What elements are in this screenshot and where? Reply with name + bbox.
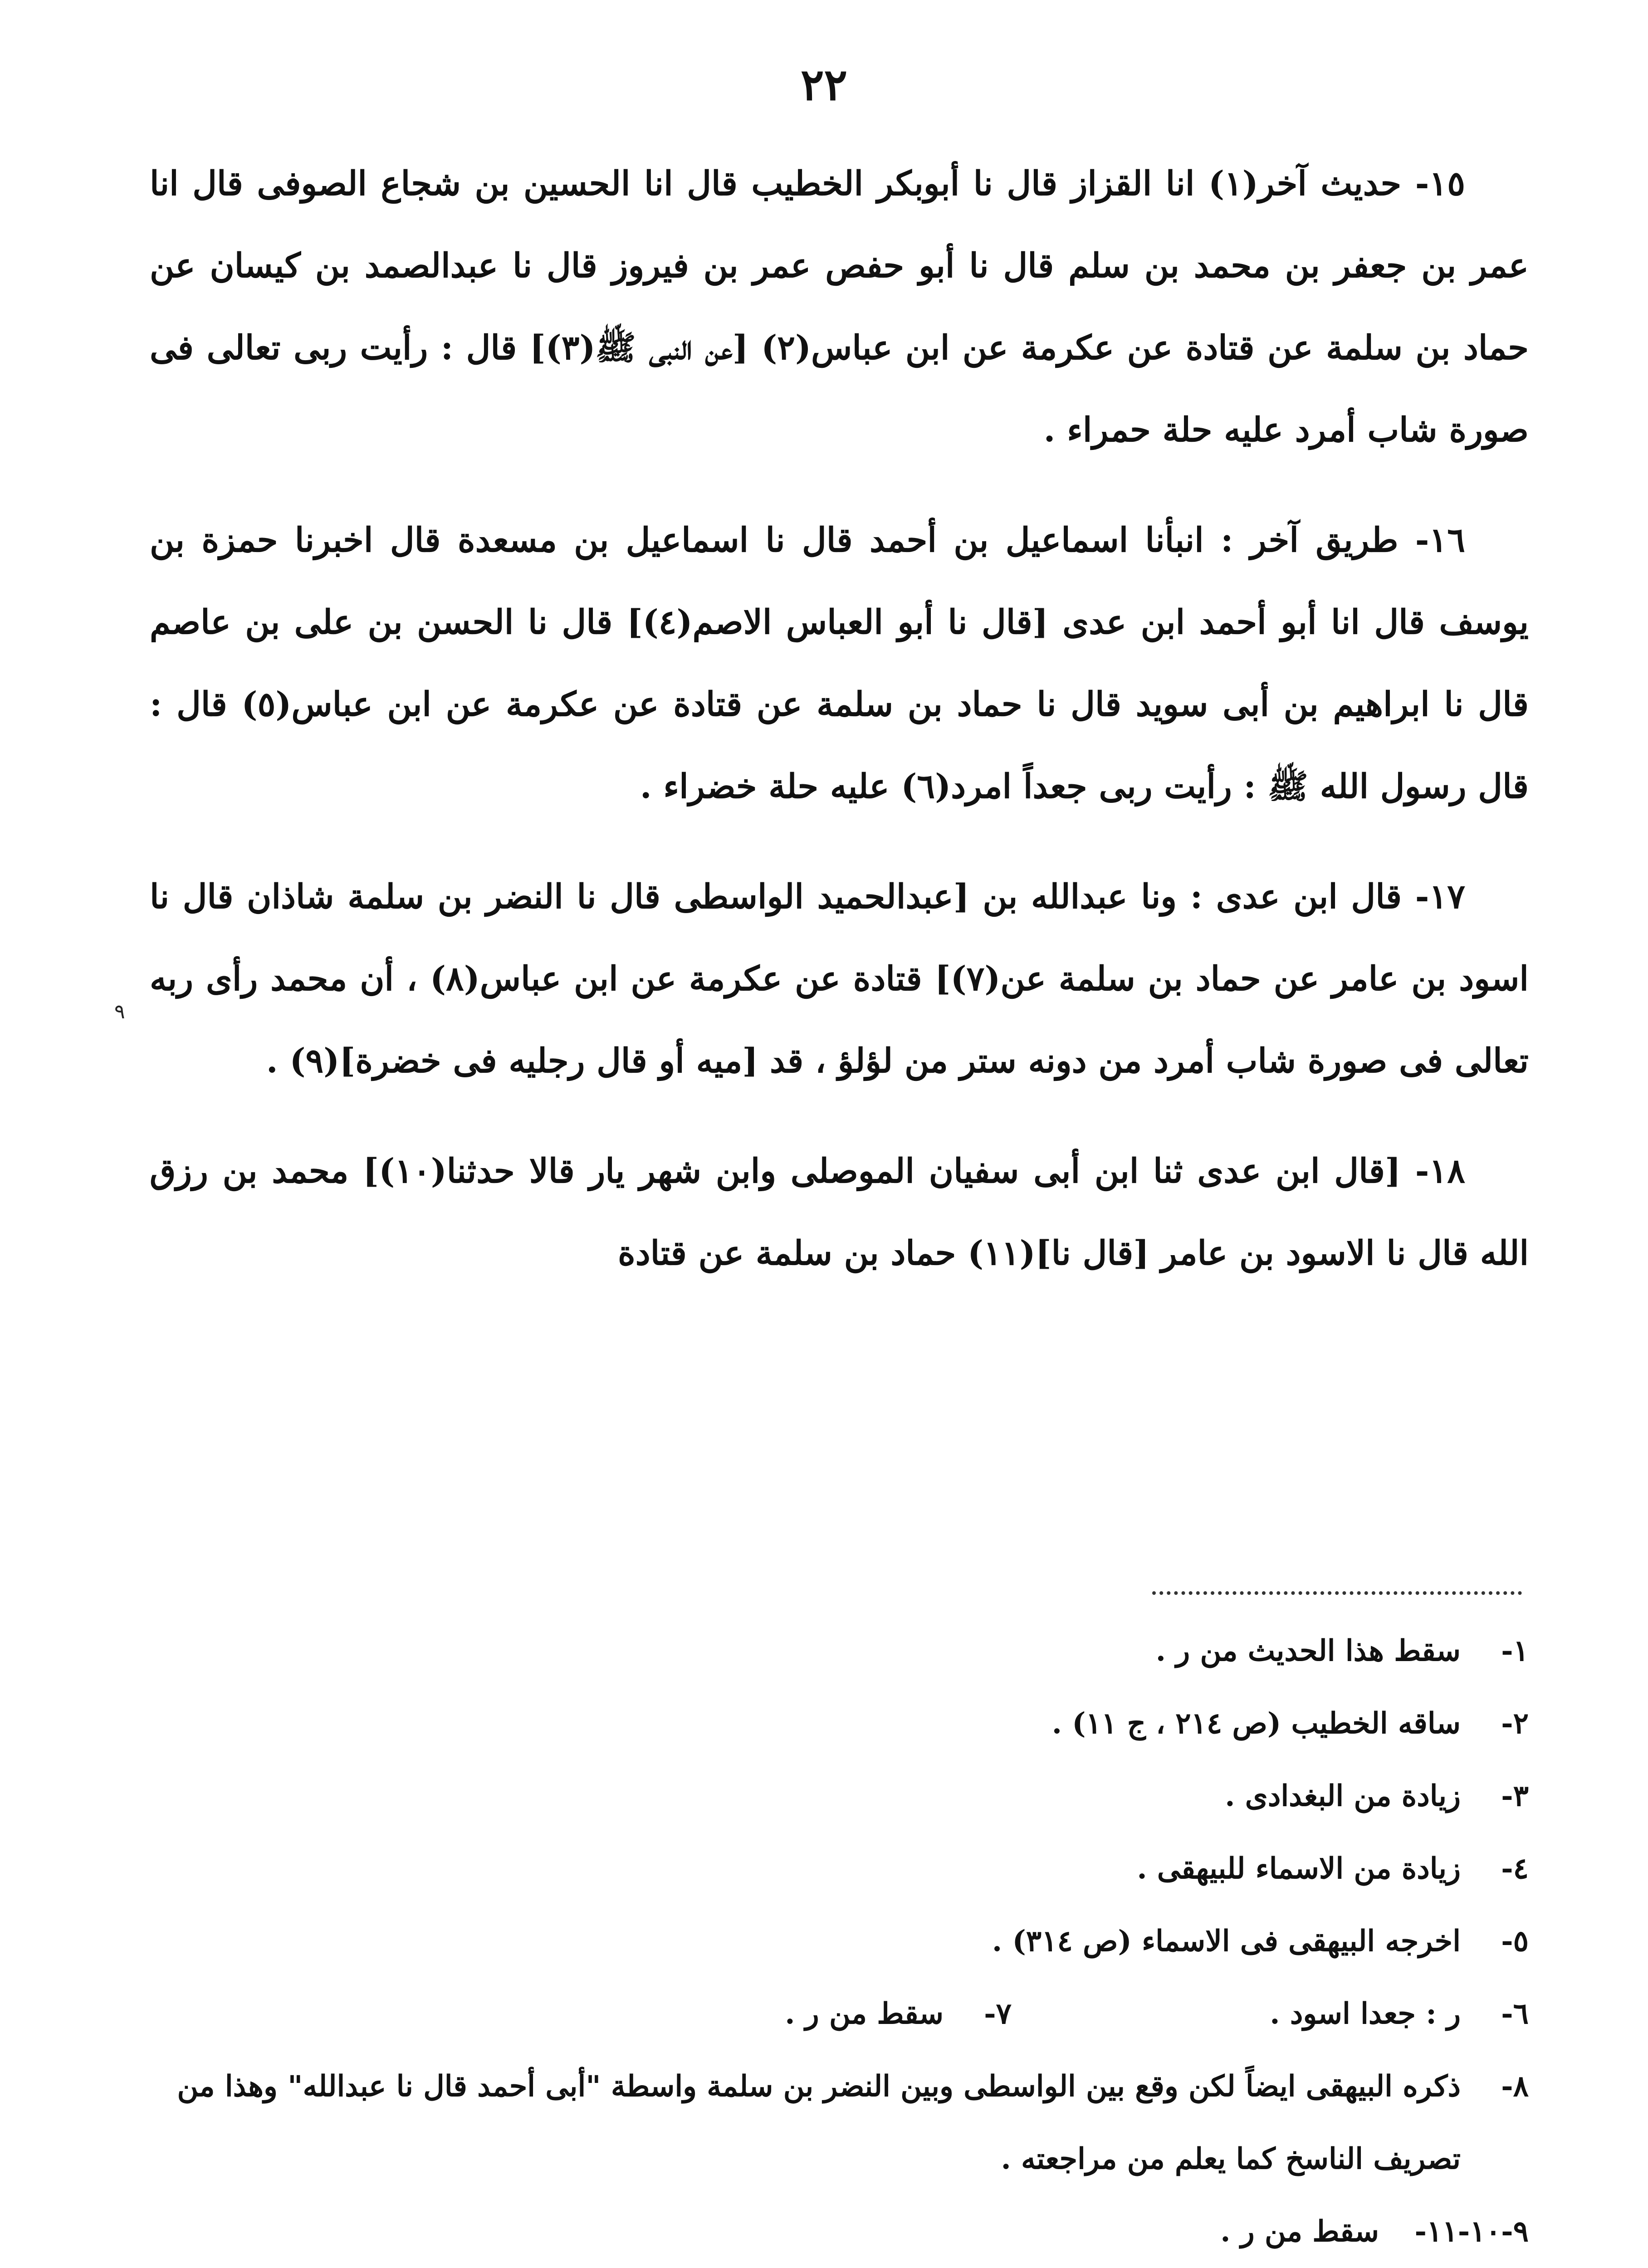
footnote-text: ساقه الخطيب (ص ٢١٤ ، ج ١١) . (1051, 1706, 1461, 1740)
footnote-4 (150, 1833, 1529, 1905)
footnote-number: ٨- (1501, 2069, 1529, 2103)
margin-mark: ٩ (114, 1000, 125, 1023)
footnote-9-10-11 (150, 2195, 1529, 2268)
footnote-3 (150, 1760, 1529, 1833)
footnote-number: ٥- (1501, 1924, 1529, 1958)
footnote-8 (150, 2050, 1529, 2195)
footnote-7 (494, 1978, 1012, 2050)
footnote-text: اخرجه البيهقى فى الاسماء (ص ٣١٤) . (992, 1924, 1461, 1958)
footnote-text: سقط هذا الحديث من ر . (1155, 1634, 1461, 1668)
footnote-number: ٢- (1501, 1706, 1529, 1740)
footnote-text: زيادة من الاسماء للبيهقى . (1137, 1852, 1461, 1886)
footnote-text: زيادة من البغدادى . (1225, 1779, 1461, 1813)
footnote-text: سقط من ر . (1220, 2214, 1379, 2248)
main-text (150, 143, 1529, 1323)
footnote-number: ٦- (1501, 1997, 1529, 2031)
page-number: ٢٢ (800, 59, 848, 110)
hadith-paragraph-16: ١٦- طريق آخر : انبأنا اسماعيل بن أحمد قال نا اسماعيل بن مسعدة قال اخبرنا حمزة بن يوسف قال انا أبو أحمد ابن عدى [قال نا أبو العباس الاصم(٤)] قال نا الحسن بن على بن عاصم قال نا ابراهيم بن أبى سويد قال نا حماد بن سلمة عن قتادة عن عكرمة عن ابن عباس(٥) قال : قال رسول الله ﷺ : رأيت ربى جعداً امرد(٦) عليه حلة خضراء . (150, 521, 1529, 806)
footnote-1 (150, 1615, 1529, 1687)
footnote-5 (150, 1905, 1529, 1978)
footnote-number: ٩-١٠-١١- (1414, 2214, 1529, 2248)
footnote-2 (150, 1687, 1529, 1760)
footnote-number: ١- (1501, 1634, 1529, 1668)
footnote-number: ٣- (1501, 1779, 1529, 1813)
footnote-6 (1012, 1978, 1529, 2050)
footnote-text: سقط من ر . (785, 1997, 944, 2031)
footnote-text: ذكره البيهقى ايضاً لكن وقع بين الواسطى وبين النضر بن سلمة واسطة "أبى أحمد قال نا عبدالله" وهذا من تصريف الناسخ كما يعلم من مراجعته . (177, 2069, 1461, 2176)
footnote-number: ٧- (984, 1997, 1012, 2031)
hadith-paragraph-17: ١٧- قال ابن عدى : ونا عبدالله بن [عبدالحميد الواسطى قال نا النضر بن سلمة شاذان قال نا اسود بن عامر عن حماد بن سلمة عن(٧)] قتادة عن عكرمة عن ابن عباس(٨) ، أن محمد رأى ربه تعالى فى صورة شاب أمرد من دونه ستر من لؤلؤ ، قد [ميه أو قال رجليه فى خضرة](٩) . (150, 877, 1529, 1080)
hadith-paragraph-15: ١٥- حديث آخر(١) انا القزاز قال نا أبوبكر الخطيب قال انا الحسين بن شجاع الصوفى قال انا عمر بن جعفر بن محمد بن سلم قال نا أبو حفص عمر بن فيروز قال نا عبدالصمد بن كيسان عن حماد بن سلمة عن قتادة عن عكرمة عن ابن عباس(٢) [عن النبى ﷺ(٣)] قال : رأيت ربى تعالى فى صورة شاب أمرد عليه حلة حمراء . (150, 164, 1529, 450)
footnotes (150, 1615, 1529, 2268)
footnote-pair-6-7 (150, 1978, 1529, 2050)
footnote-number: ٤- (1501, 1852, 1529, 1886)
hadith-paragraph-18: ١٨- [قال ابن عدى ثنا ابن أبى سفيان الموصلى وابن شهر يار قالا حدثنا(١٠)] محمد بن رزق الله قال نا الاسود بن عامر [قال نا](١١) حماد بن سلمة عن قتادة (150, 1152, 1529, 1273)
footnote-text: ر : جعدا اسود . (1270, 1997, 1461, 2031)
footnote-separator (1152, 1591, 1522, 1595)
